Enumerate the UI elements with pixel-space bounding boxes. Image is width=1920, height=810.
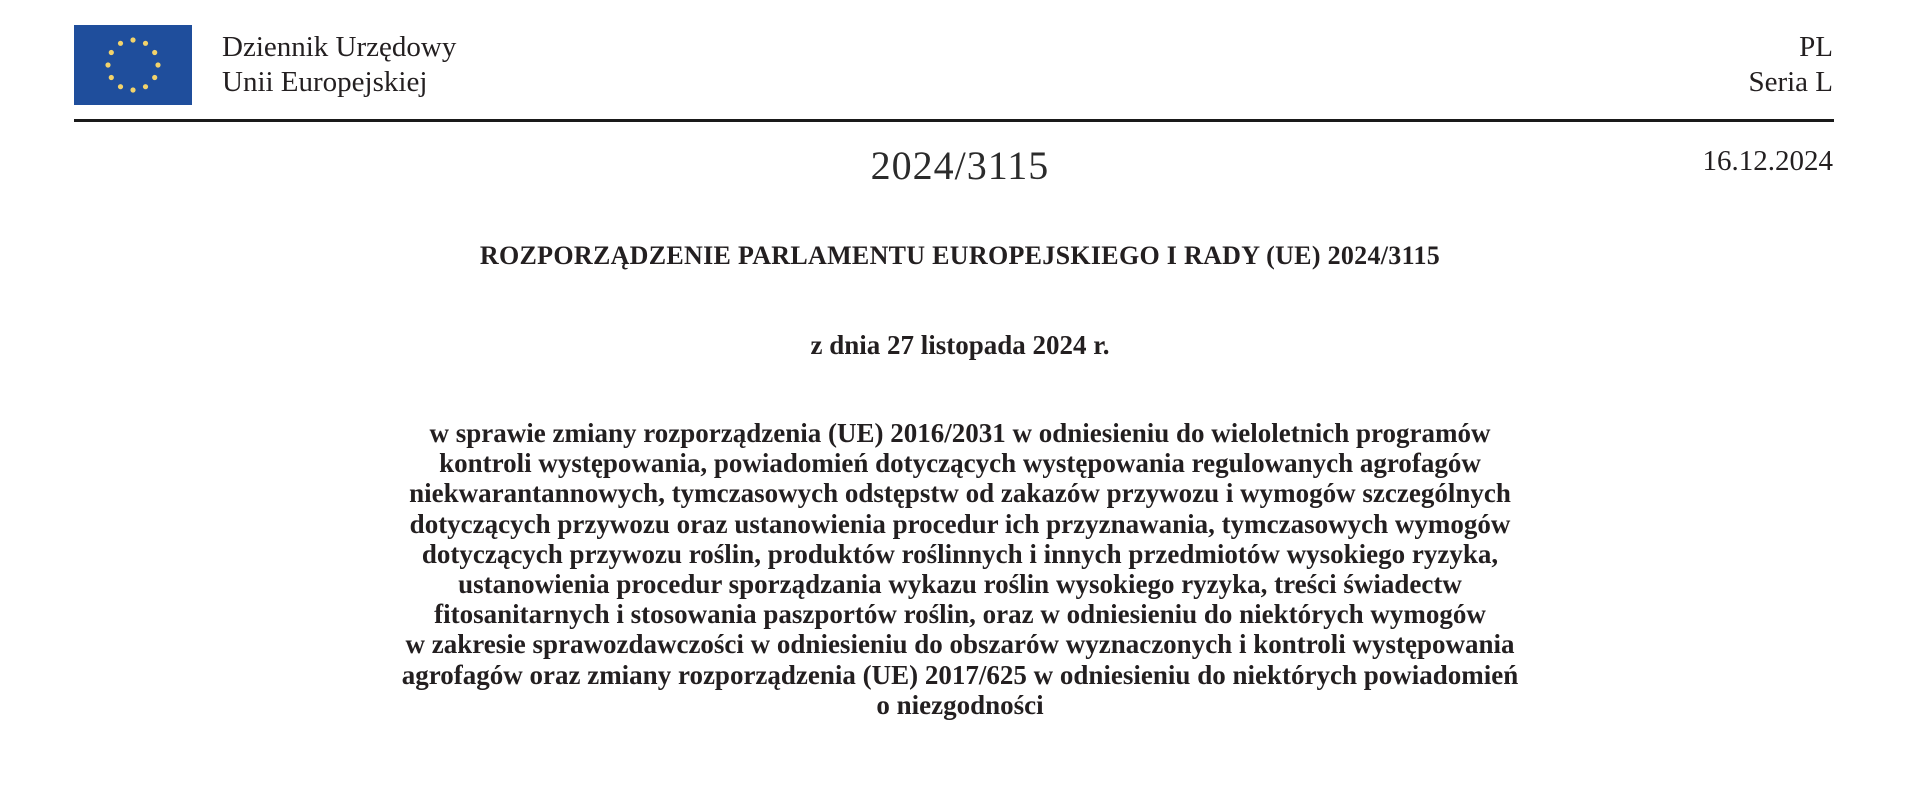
journal-name: [222, 30, 456, 100]
eu-stars-icon: [74, 25, 192, 105]
journal-name-line-2: Unii Europejskiej: [222, 66, 428, 98]
subject-line: fitosanitarnych i stosowania paszportów roślin, oraz w odniesieniu do niektórych wymogów: [434, 599, 1486, 630]
subject-line: ustanowienia procedur sporządzania wykazu roślin wysokiego ryzyka, treści świadectw: [458, 569, 1462, 600]
language-series: [1748, 30, 1833, 100]
act-title: ROZPORZĄDZENIE PARLAMENTU EUROPEJSKIEGO I RADY (UE) 2024/3115: [479, 241, 1441, 270]
subject-line: agrofagów oraz zmiany rozporządzenia (UE) 2017/625 w odniesieniu do niektórych powiadomień: [401, 659, 1519, 690]
subject-line: niekwarantannowych, tymczasowych odstępstw od zakazów przywozu i wymogów szczególnych: [409, 478, 1511, 509]
journal-name-line-1: Dziennik Urzędowy: [222, 31, 457, 63]
act-date: z dnia 27 listopada 2024 r.: [810, 330, 1110, 360]
subject-line: kontroli występowania, powiadomień dotyczących występowania regulowanych agrofagów: [439, 448, 1481, 479]
subject-line: w zakresie sprawozdawczości w odniesieniu do obszarów wyznaczonych i kontroli występowania: [405, 629, 1515, 660]
act-subject: [0, 418, 1920, 720]
subject-line: o niezgodności: [876, 689, 1044, 720]
subject-line: w sprawie zmiany rozporządzenia (UE) 2016/2031 w odniesieniu do wieloletnich programów: [429, 418, 1491, 448]
header-divider: [74, 119, 1834, 122]
document-number: 2024/3115: [870, 143, 1050, 188]
publication-date: 16.12.2024: [1702, 145, 1833, 177]
language-code: PL: [1799, 31, 1833, 63]
series-label: Seria L: [1748, 66, 1833, 98]
subject-line: dotyczących przywozu roślin, produktów roślinnych i innych przedmiotów wysokiego ryzyka,: [421, 538, 1499, 569]
eu-flag-icon: [74, 25, 192, 105]
subject-line: dotyczących przywozu oraz ustanowienia procedur ich przyznawania, tymczasowych wymogów: [409, 508, 1511, 539]
